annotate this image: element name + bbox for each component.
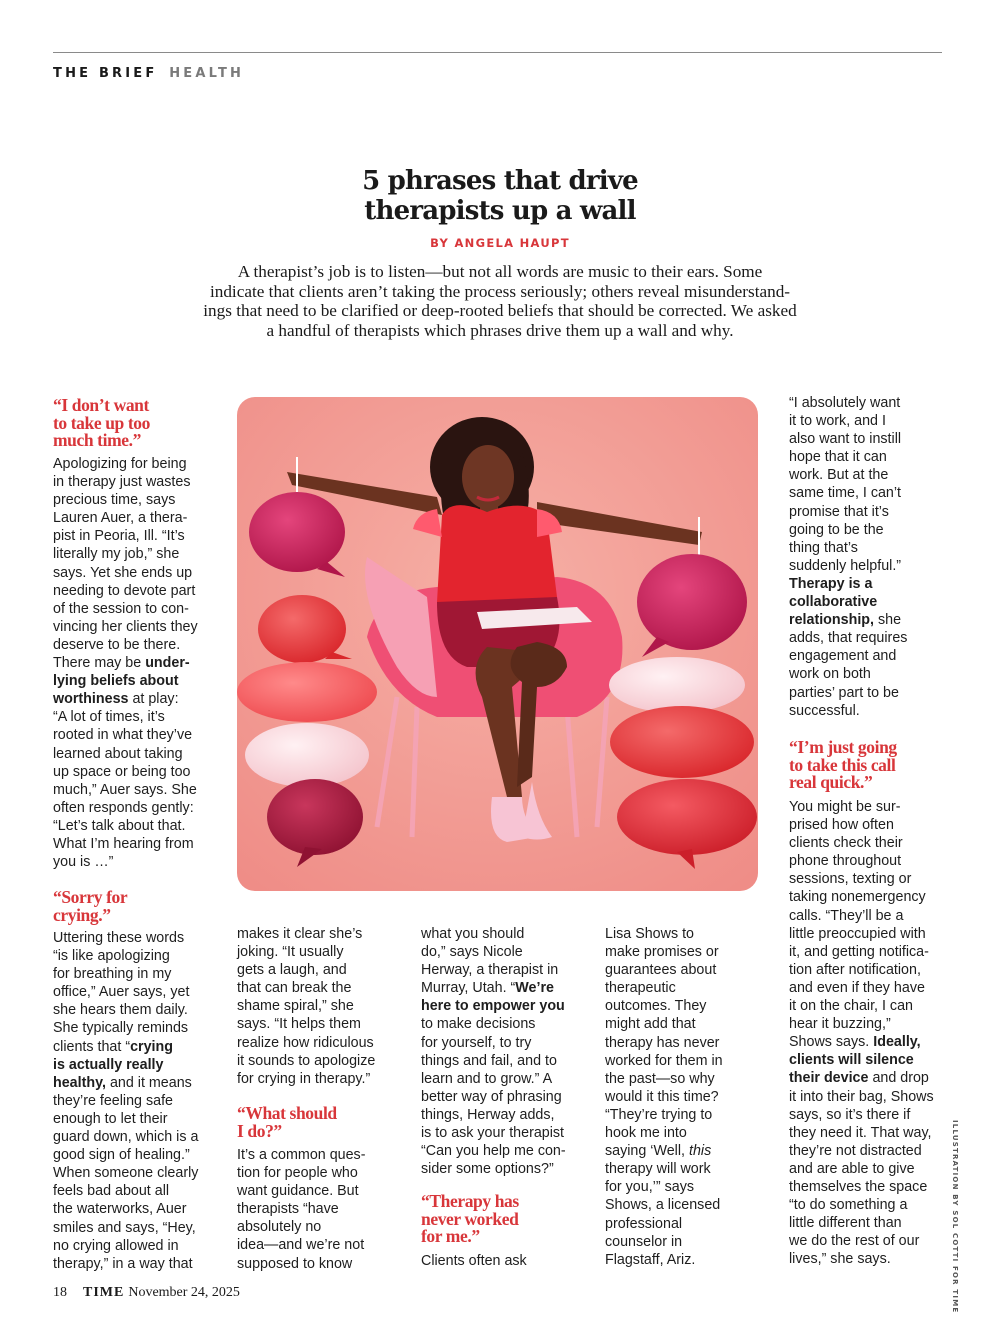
- text-line: adds, that requires: [789, 630, 908, 647]
- text-run: she: [874, 612, 902, 629]
- text-line: absolutely no: [237, 1219, 322, 1236]
- bold-run: collaborative: [789, 594, 878, 611]
- text-line: to make decisions: [421, 1016, 536, 1033]
- text-line: idea—and we’re not: [237, 1237, 365, 1254]
- top-rule: [53, 52, 942, 53]
- subsection-name: HEALTH: [169, 66, 245, 81]
- text-line: better way of phrasing: [421, 1088, 562, 1105]
- text-line: [789, 611, 907, 629]
- bold-run: We’re: [515, 980, 554, 997]
- text-run: and it means: [105, 1074, 192, 1091]
- subhead-line: much time.”: [53, 430, 141, 450]
- title-line: therapists up a wall: [364, 196, 636, 226]
- page-number: 18: [53, 1285, 67, 1300]
- text-line: it, and getting notifica-: [789, 943, 929, 960]
- text-line: “is like apologizing: [53, 948, 170, 965]
- bold-run: crying: [130, 1038, 173, 1055]
- text-line: learned about taking: [53, 745, 183, 762]
- text-line: deserve to be there.: [53, 636, 181, 653]
- text-line: going to be the: [789, 521, 884, 538]
- column-5-text-a: [789, 394, 907, 720]
- text-line: they’re not distracted: [789, 1142, 922, 1159]
- text-line: feels bad about all: [53, 1183, 170, 1200]
- text-line: we do the rest of our: [789, 1233, 920, 1250]
- text-line: makes it clear she’s: [237, 926, 363, 942]
- text-line: might add that: [605, 1016, 696, 1033]
- text-line: what you should: [421, 926, 525, 942]
- italic-run: this: [688, 1143, 712, 1160]
- text-line: in therapy just wastes: [53, 474, 191, 491]
- illustration-svg: [237, 397, 758, 891]
- text-line: Apologizing for being: [53, 456, 187, 472]
- text-line: sider some options?”: [421, 1161, 554, 1178]
- text-line: work. But at the: [789, 467, 889, 484]
- bold-run: Therapy is a: [789, 575, 873, 592]
- column-3-text-b: [421, 1252, 527, 1270]
- text-line: lives,” she says.: [789, 1251, 891, 1268]
- text-line: they need it. That way,: [789, 1124, 932, 1141]
- column-2-text-b: [237, 1146, 365, 1273]
- text-line: [53, 654, 198, 672]
- column-4-text: [605, 925, 723, 1269]
- illustration-credit: ILLUSTRATION BY SOL COTTI FOR TIME: [951, 1120, 959, 1314]
- text-line: realize how ridiculous: [237, 1034, 374, 1051]
- text-line: “to do something a: [789, 1197, 908, 1214]
- subhead-take-call: [789, 739, 897, 792]
- text-line: the past—so why: [605, 1070, 715, 1087]
- text-line: is to ask your therapist: [421, 1125, 565, 1142]
- text-line: [605, 1142, 723, 1160]
- text-line: she hears them daily.: [53, 1002, 188, 1019]
- text-line: parties’ part to be: [789, 684, 899, 701]
- text-line: Shows, a licensed: [605, 1197, 721, 1214]
- subhead-line: real quick.”: [789, 772, 873, 792]
- text-line: prised how often: [789, 817, 894, 834]
- text-line: of the session to con-: [53, 600, 189, 617]
- text-line: professional: [605, 1215, 683, 1232]
- text-line: phone throughout: [789, 853, 902, 870]
- bold-run: under-: [145, 655, 190, 672]
- dek-line: A therapist’s job is to listen—but not all words are music to their ears. Some: [237, 262, 763, 281]
- dek-line: a handful of therapists which phrases drive them up a wall and why.: [266, 320, 734, 340]
- text-line: it to work, and I: [789, 413, 886, 430]
- text-line: it on the chair, I can: [789, 998, 913, 1015]
- byline: BY ANGELA HAUPT: [430, 236, 570, 250]
- subhead-dont-want: [53, 397, 150, 450]
- text-line: good sign of healing.”: [53, 1147, 190, 1164]
- text-line: pist in Peoria, Ill. “It’s: [53, 528, 185, 545]
- subhead-line: for me.”: [421, 1226, 480, 1246]
- text-line: “A lot of times, it’s: [53, 709, 165, 726]
- section-label: [53, 66, 244, 81]
- text-line: successful.: [789, 702, 860, 719]
- column-3-text-a: [421, 925, 566, 1178]
- text-line: you is …”: [53, 854, 114, 871]
- text-line: taking nonemergency: [789, 889, 926, 906]
- text-line: tion for people who: [237, 1165, 358, 1182]
- text-line: sessions, texting or: [789, 871, 912, 888]
- text-line: precious time, says: [53, 492, 176, 509]
- text-line: worked for them in: [605, 1052, 723, 1069]
- text-run: at play:: [128, 691, 179, 708]
- column-2-text-a: [237, 925, 375, 1088]
- text-line: office,” Auer says, yet: [53, 984, 190, 1001]
- text-line: [53, 1056, 198, 1074]
- text-line: also want to instill: [789, 431, 902, 448]
- text-line: work on both: [789, 666, 871, 683]
- text-line: Lauren Auer, a thera-: [53, 510, 188, 527]
- text-run: clients that “: [53, 1038, 131, 1055]
- bold-run: here to empower you: [421, 998, 565, 1015]
- text-line: It’s a common ques-: [237, 1147, 366, 1163]
- bold-run: is actually really: [53, 1056, 164, 1073]
- issue-date: November 24, 2025: [128, 1285, 240, 1300]
- text-line: calls. “They’ll be a: [789, 907, 904, 924]
- text-line: “They’re trying to: [605, 1106, 713, 1123]
- text-line: [53, 690, 198, 708]
- text-line: and even if they have: [789, 979, 925, 996]
- text-line: hook me into: [605, 1125, 687, 1142]
- text-line: literally my job,” she: [53, 546, 180, 563]
- article-dek: [150, 262, 850, 340]
- text-run: Murray, Utah. “: [421, 980, 516, 997]
- bold-run: clients will silence: [789, 1052, 914, 1069]
- text-line: [421, 997, 566, 1015]
- text-line: [53, 672, 198, 690]
- text-run: and drop: [868, 1070, 929, 1087]
- text-line: for you,’” says: [605, 1179, 694, 1196]
- text-line: says. “It helps them: [237, 1016, 361, 1033]
- text-line: Herway, a therapist in: [421, 962, 559, 979]
- bold-run: their device: [789, 1070, 869, 1087]
- bold-run: healthy,: [53, 1074, 106, 1091]
- text-line: says, so it’s there if: [789, 1106, 911, 1123]
- text-line: and are able to give: [789, 1160, 915, 1177]
- text-line: do,” says Nicole: [421, 944, 523, 961]
- text-line: therapy,” in a way that: [53, 1255, 193, 1272]
- subhead-never-worked: [421, 1193, 519, 1246]
- text-line: vincing her clients they: [53, 618, 198, 635]
- text-line: therapy will work: [605, 1161, 711, 1178]
- text-line: no crying allowed in: [53, 1237, 179, 1254]
- bold-run: worthiness: [53, 691, 129, 708]
- text-line: rooted in what they’ve: [53, 727, 193, 744]
- text-line: smiles and says, “Hey,: [53, 1219, 196, 1236]
- text-line: thing that’s: [789, 539, 858, 556]
- text-line: little preoccupied with: [789, 925, 926, 942]
- column-1-text-b: [53, 929, 198, 1273]
- text-line: joking. “It usually: [237, 944, 344, 961]
- text-line: Clients often ask: [421, 1253, 527, 1269]
- text-line: supposed to know: [237, 1255, 353, 1272]
- article-title: [250, 166, 750, 226]
- illustration-therapist: [237, 397, 758, 891]
- text-line: What I’m hearing from: [53, 835, 194, 852]
- text-line: [789, 593, 907, 611]
- text-line: the waterworks, Auer: [53, 1201, 187, 1218]
- text-line: engagement and: [789, 648, 897, 665]
- text-line: learn and to grow.” A: [421, 1070, 553, 1087]
- text-line: suddenly helpful.”: [789, 557, 902, 574]
- text-line: little different than: [789, 1215, 902, 1232]
- text-line: says. Yet she ends up: [53, 564, 193, 581]
- subhead-line: to take this call: [789, 754, 896, 775]
- text-line: guarantees about: [605, 962, 717, 979]
- magazine-name: TIME: [83, 1285, 125, 1300]
- dek-line: indicate that clients aren’t taking the process seriously; others reveal misunderstand-: [209, 281, 791, 301]
- text-line: hear it buzzing,”: [789, 1016, 891, 1033]
- text-line: [789, 1069, 934, 1087]
- text-line: “Let’s talk about that.: [53, 817, 186, 834]
- text-run: saying ‘Well,: [605, 1143, 689, 1160]
- text-line: “Can you help me con-: [421, 1143, 566, 1160]
- subhead-line: I do?”: [237, 1120, 282, 1141]
- text-line: guard down, which is a: [53, 1129, 199, 1146]
- text-line: [421, 979, 566, 997]
- subhead-sorry-crying: [53, 889, 127, 924]
- subhead-line: crying.”: [53, 904, 111, 925]
- text-run: Shows says.: [789, 1034, 874, 1051]
- text-line: same time, I can’t: [789, 485, 902, 502]
- text-line: would it this time?: [605, 1088, 719, 1105]
- subhead-what-should: [237, 1105, 337, 1140]
- text-line: [789, 1033, 934, 1051]
- text-line: Lisa Shows to: [605, 926, 695, 942]
- subhead-line: never worked: [421, 1208, 519, 1229]
- text-line: promise that it’s: [789, 503, 889, 520]
- text-line: clients check their: [789, 835, 903, 852]
- text-line: for breathing in my: [53, 966, 172, 983]
- text-line: You might be sur-: [789, 799, 901, 815]
- text-line: gets a laugh, and: [237, 962, 347, 979]
- text-line: it into their bag, Shows: [789, 1088, 934, 1105]
- text-line: outcomes. They: [605, 998, 707, 1015]
- dek-line: ings that need to be clarified or deep-rooted beliefs that should be corrected. We asked: [203, 301, 797, 320]
- text-line: for yourself, to try: [421, 1034, 532, 1051]
- text-line: things, Herway adds,: [421, 1106, 555, 1123]
- text-line: often responds gently:: [53, 799, 194, 816]
- text-line: Flagstaff, Ariz.: [605, 1251, 696, 1268]
- text-line: therapy has never: [605, 1034, 720, 1051]
- text-line: for crying in therapy.”: [237, 1070, 371, 1087]
- text-line: [789, 1051, 934, 1069]
- text-line: When someone clearly: [53, 1165, 199, 1182]
- subhead-line: “I’m just going: [789, 737, 897, 757]
- text-line: needing to devote part: [53, 582, 196, 599]
- bold-run: lying beliefs about: [53, 673, 179, 690]
- text-run: There may be: [53, 655, 146, 672]
- subhead-line: “What should: [237, 1103, 337, 1123]
- text-line: [53, 1038, 198, 1056]
- text-line: want guidance. But: [237, 1183, 359, 1200]
- text-line: themselves the space: [789, 1178, 928, 1195]
- text-line: She typically reminds: [53, 1020, 189, 1037]
- text-line: they’re feeling safe: [53, 1092, 174, 1109]
- subhead-line: “Therapy has: [421, 1191, 519, 1211]
- text-line: enough to let their: [53, 1110, 168, 1127]
- text-line: hope that it can: [789, 449, 887, 466]
- page-footer: [53, 1285, 240, 1301]
- text-line: Uttering these words: [53, 930, 185, 946]
- text-line: [53, 1074, 198, 1092]
- text-line: things and fail, and to: [421, 1052, 557, 1069]
- text-line: therapists “have: [237, 1201, 339, 1218]
- subhead-line: “I don’t want: [53, 395, 149, 415]
- title-line: 5 phrases that drive: [362, 166, 638, 196]
- bold-run: relationship,: [789, 612, 874, 629]
- text-line: much,” Auer says. She: [53, 781, 197, 798]
- text-line: therapeutic: [605, 980, 676, 997]
- text-line: tion after notification,: [789, 961, 921, 978]
- subhead-line: to take up too: [53, 412, 150, 433]
- text-line: counselor in: [605, 1233, 683, 1250]
- text-line: “I absolutely want: [789, 395, 901, 411]
- text-line: shame spiral,” she: [237, 998, 354, 1015]
- text-line: that can break the: [237, 980, 352, 997]
- text-line: [789, 575, 907, 593]
- section-name: THE BRIEF: [53, 66, 158, 81]
- column-5-text-b: [789, 798, 934, 1268]
- text-line: up space or being too: [53, 763, 191, 780]
- text-line: it sounds to apologize: [237, 1052, 376, 1069]
- bold-run: Ideally,: [873, 1034, 921, 1051]
- subhead-line: “Sorry for: [53, 887, 128, 907]
- text-line: make promises or: [605, 944, 719, 961]
- column-1-text-a: [53, 455, 198, 871]
